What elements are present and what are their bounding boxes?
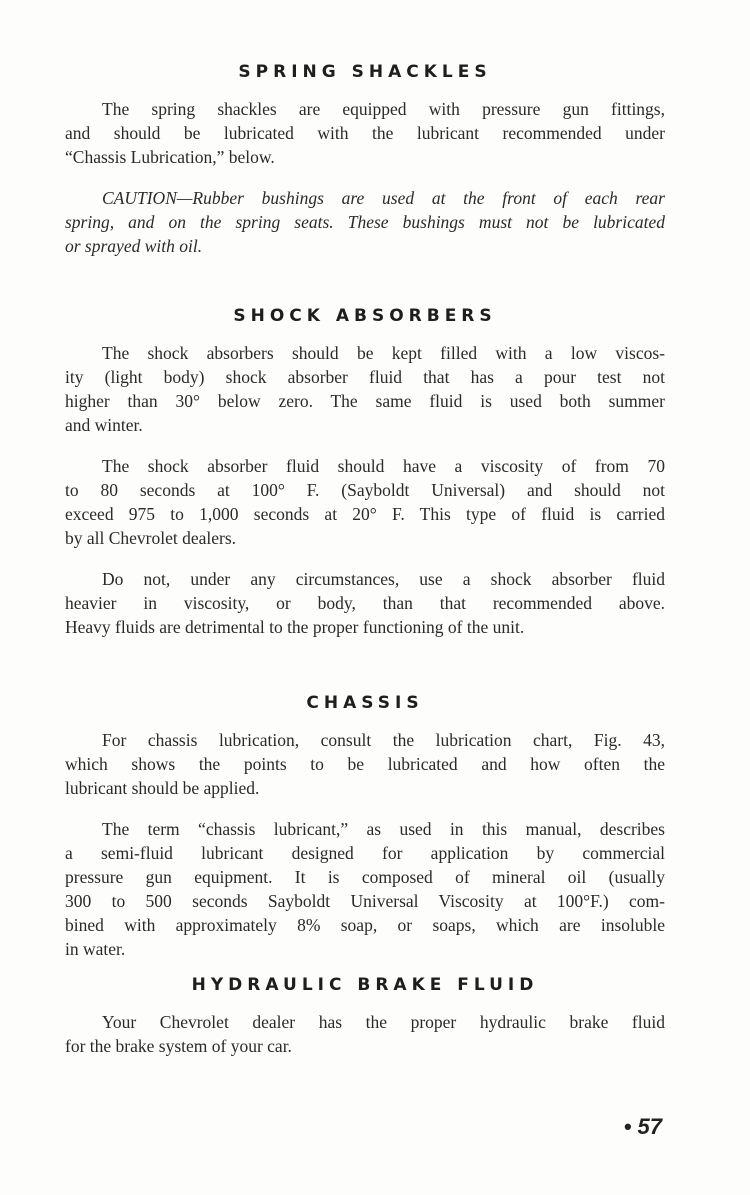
text-line: CAUTION—Rubber bushings are used at the front of each rear xyxy=(102,188,665,208)
section-chassis xyxy=(65,688,665,978)
paragraph xyxy=(65,454,665,550)
text-line: bined with approximately 8% soap, or soaps, which are insoluble xyxy=(65,915,665,935)
paragraph xyxy=(65,1010,665,1058)
text-line: which shows the points to be lubricated and how often the xyxy=(65,754,665,774)
text-line: 300 to 500 seconds Sayboldt Universal Viscosity at 100°F.) com- xyxy=(65,891,665,911)
text-line: in water. xyxy=(65,939,126,959)
section-hydraulic-brake-fluid xyxy=(65,970,665,1075)
text-line: and should be lubricated with the lubricant recommended under xyxy=(65,123,665,143)
paragraph xyxy=(65,97,665,169)
text-line: The shock absorbers should be kept filled with a low viscos- xyxy=(102,343,665,363)
section-heading: SPRING SHACKLES xyxy=(238,62,492,82)
section-heading: CHASSIS xyxy=(306,693,424,713)
paragraph xyxy=(65,341,665,437)
text-line: for the brake system of your car. xyxy=(65,1036,292,1056)
text-line: and winter. xyxy=(65,415,143,435)
text-line: to 80 seconds at 100° F. (Sayboldt Universal) and should not xyxy=(65,480,665,500)
text-line: exceed 975 to 1,000 seconds at 20° F. This type of fluid is carried xyxy=(65,504,665,524)
text-line: pressure gun equipment. It is composed of mineral oil (usually xyxy=(65,867,665,887)
text-line: The term “chassis lubricant,” as used in this manual, describes xyxy=(102,819,665,839)
section-shock-absorbers xyxy=(65,301,665,656)
text-line: or sprayed with oil. xyxy=(65,236,203,256)
text-line: ity (light body) shock absorber fluid that has a pour test not xyxy=(65,367,665,387)
section-heading: HYDRAULIC BRAKE FLUID xyxy=(191,975,539,995)
text-line: by all Chevrolet dealers. xyxy=(65,528,237,548)
text-line: The shock absorber fluid should have a viscosity of from 70 xyxy=(102,456,665,476)
section-heading: SHOCK ABSORBERS xyxy=(233,306,497,326)
text-line: spring, and on the spring seats. These bushings must not be lubricated xyxy=(65,212,665,232)
text-line: lubricant should be applied. xyxy=(65,778,260,798)
text-line: a semi-fluid lubricant designed for application by commercial xyxy=(65,843,665,863)
text-line: The spring shackles are equipped with pressure gun fittings, xyxy=(102,99,665,119)
text-line: Heavy fluids are detrimental to the proper functioning of the unit. xyxy=(65,617,525,637)
text-line: heavier in viscosity, or body, than that recommended above. xyxy=(65,593,665,613)
caution-paragraph xyxy=(65,186,665,258)
text-line: Do not, under any circumstances, use a shock absorber fluid xyxy=(102,569,665,589)
text-line: For chassis lubrication, consult the lubrication chart, Fig. 43, xyxy=(102,730,665,750)
paragraph xyxy=(65,567,665,639)
page-number: • 57 xyxy=(623,1114,662,1139)
section-spring-shackles xyxy=(65,57,665,275)
paragraph xyxy=(65,728,665,800)
text-line: “Chassis Lubrication,” below. xyxy=(65,147,275,167)
paragraph xyxy=(65,817,665,961)
text-line: higher than 30° below zero. The same fluid is used both summer xyxy=(65,391,665,411)
text-line: Your Chevrolet dealer has the proper hydraulic brake fluid xyxy=(102,1012,665,1032)
